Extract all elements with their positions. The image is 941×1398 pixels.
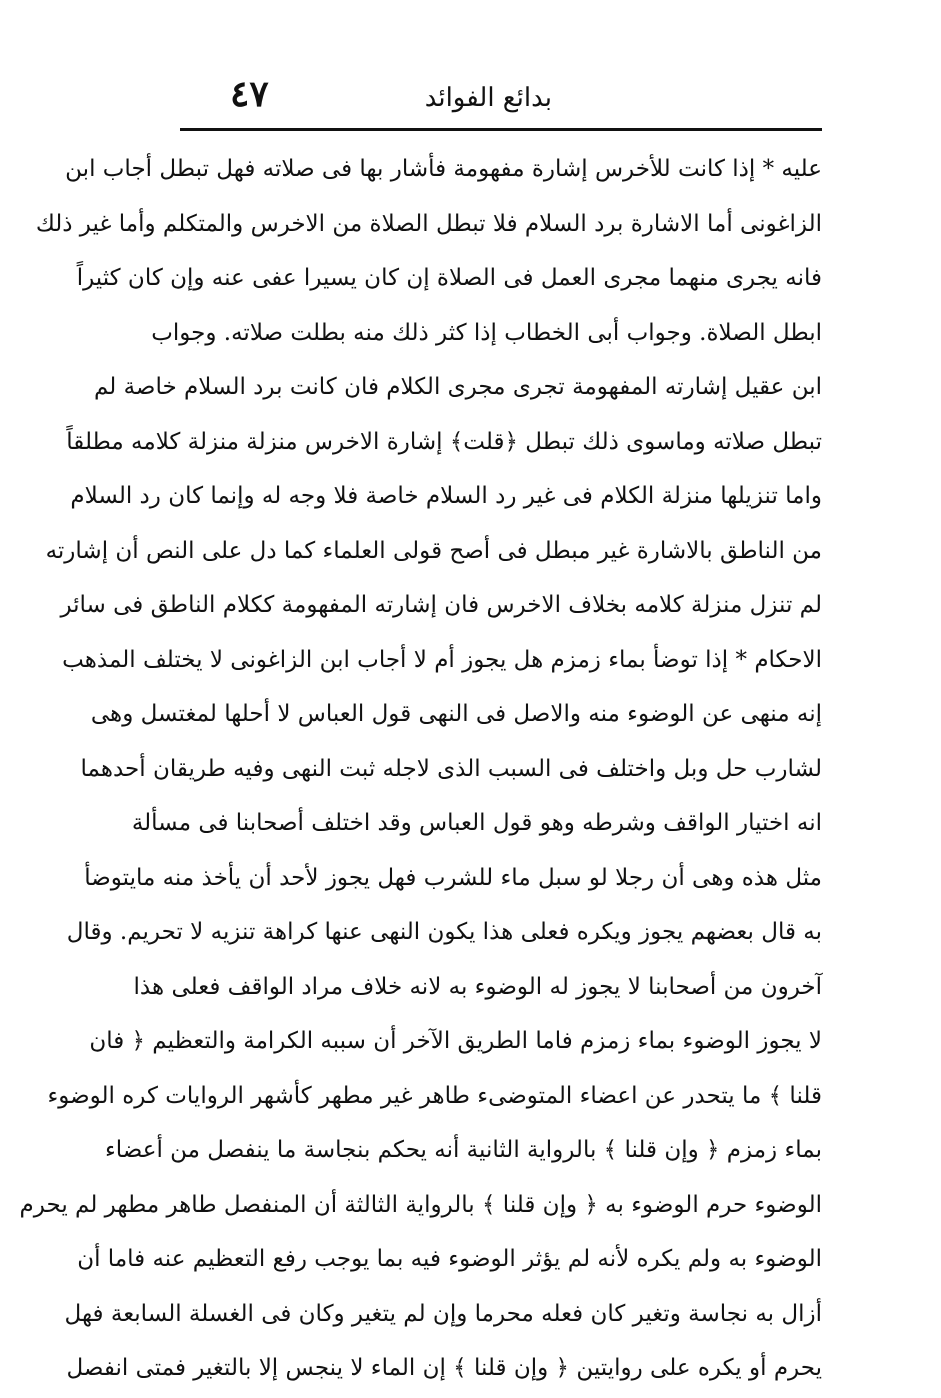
text-line: الزاغونى أما الاشارة برد السلام فلا تبطل الصلاة من الاخرس والمتكلم وأما غير ذلك [35,210,822,237]
text-line: إنه منهى عن الوضوء منه والاصل فى النهى قول العباس لا أحلها لمغتسل وهى [90,701,822,727]
text-line: ابطل الصلاة. وجواب أبى الخطاب إذا كثر ذلك منه بطلت صلاته. وجواب [151,319,822,346]
text-line: الاحكام * إذا توضأ بماء زمزم هل يجوز أم لا أجاب ابن الزاغونى لا يختلف المذهب [62,646,822,673]
text-line: آخرون من أصحابنا لا يجوز له الوضوء به لانه خلاف مراد الواقف فعلى هذا [133,973,822,1000]
text-line: لا يجوز الوضوء بماء زمزم فاما الطريق الآخر أن سببه الكرامة والتعظيم ﴿ فان [89,1028,822,1054]
text-line: انه اختيار الواقف وشرطه وهو قول العباس وقد اختلف أصحابنا فى مسألة [131,810,822,836]
header-rule [180,128,822,131]
text-line: تبطل صلاته وماسوى ذلك تبطل ﴿قلت﴾ إشارة الاخرس منزلة منزلة كلامه مطلقاً [66,428,822,455]
body-text [19,142,822,1396]
text-line: بماء زمزم ﴿ وإن قلنا ﴾ بالرواية الثانية أنه يحكم بنجاسة ما ينفصل من أعضاء [104,1137,822,1163]
text-line: واما تنزيلها منزلة الكلام فى غير رد السلام خاصة فلا وجه له وإنما كان رد السلام [70,483,822,509]
text-line: مثل هذه وهى أن رجلا لو سبل ماء للشرب فهل يجوز لأحد أن يأخذ منه مايتوضأ [84,864,822,891]
text-line: الوضوء به ولم يكره لأنه لم يؤثر الوضوء فيه بما يوجب رفع التعظيم عنه فاما أن [77,1246,822,1272]
page-number: ٤٧ [230,73,269,115]
text-line: لشارب حل وبل واختلف فى السبب الذى لاجله ثبت النهى وفيه طريقان أحدهما [80,755,822,782]
text-line: فانه يجرى منهما مجرى العمل فى الصلاة إن كان يسيرا عفى عنه وإن كان كثيراً [76,265,822,291]
text-line: لم تنزل منزلة كلامه بخلاف الاخرس فان إشارته المفهومة ككلام الناطق فى سائر [60,592,822,618]
page-header [180,68,822,126]
text-line: قلنا ﴾ ما يتحدر عن اعضاء المتوضىء طاهر غير مطهر كأشهر الروايات كره الوضوء [47,1082,822,1109]
text-line: ابن عقيل إشارته المفهومة تجرى مجرى الكلام فان كانت برد السلام خاصة لم [93,374,822,400]
text-line: أزال به نجاسة وتغير كان فعله محرما وإن لم يتغير وكان فى الغسلة السابعة فهل [64,1300,822,1327]
text-line: عليه * إذا كانت للأخرس إشارة مفهومة فأشار بها فى صلاته فهل تبطل أجاب ابن [65,156,822,182]
text-line: من الناطق بالاشارة غير مبطل فى أصح قولى العلماء كما دل على النص أن إشارته [45,537,822,564]
text-line: به قال بعضهم يجوز ويكره فعلى هذا يكون النهى عنها كراهة تنزيه لا تحريم. وقال [66,919,822,945]
running-title: بدائع الفوائد [424,83,552,113]
text-line: يحرم أو يكره على روايتين ﴿ وإن قلنا ﴾ إن الماء لا ينجس إلا بالتغير فمتى انفصل [66,1355,822,1381]
text-line: الوضوء حرم الوضوء به ﴿ وإن قلنا ﴾ بالرواية الثالثة أن المنفصل طاهر مطهر لم يحرم [19,1191,822,1218]
